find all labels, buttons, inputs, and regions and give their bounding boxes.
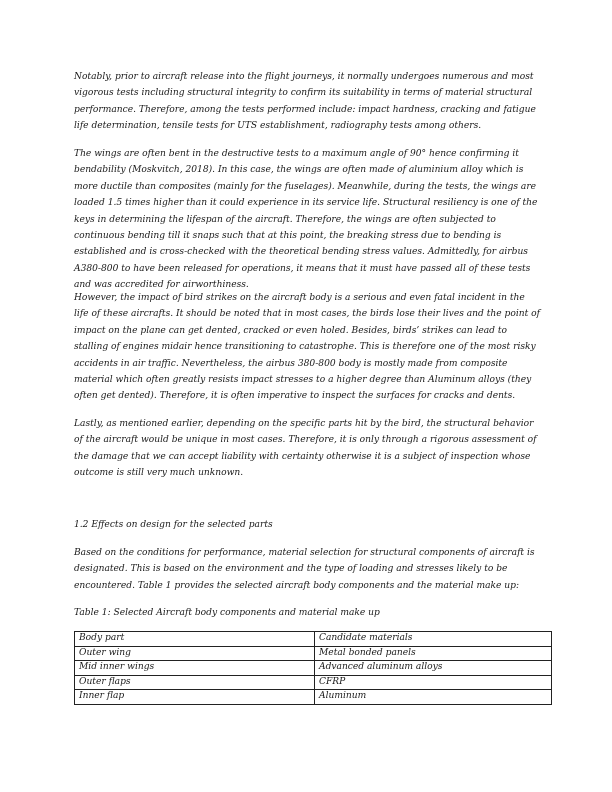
table-header-row [75, 632, 552, 647]
section-paragraph: Based on the conditions for performance, material selection for structural components of aircraft is designated. This is based on the environment and the type of loading and stresses likely to be encountered. Table 1 provides the selected aircraft body components and the material make up: [74, 548, 535, 591]
table-cell: Outer flaps [75, 675, 315, 690]
header-cell-candidate-materials: Candidate materials [315, 632, 552, 647]
table-cell: Mid inner wings [75, 661, 315, 676]
table-cell: Metal bonded panels [315, 646, 552, 661]
header-cell-body-part: Body part [75, 632, 315, 647]
table-row [75, 690, 552, 705]
materials-table [74, 631, 552, 705]
body-paragraph-4: Lastly, as mentioned earlier, depending on the specific parts hit by the bird, the structural behavior of the aircraft would be unique in most cases. Therefore, it is only through a rigorous assessment of the damage that we can accept liability with certainty otherwise it is a subject of inspection whose outcome is still very much unknown. [74, 419, 537, 479]
table-cell: Inner flap [75, 690, 315, 705]
table-row [75, 675, 552, 690]
table-row [75, 646, 552, 661]
section-heading: 1.2 Effects on design for the selected parts [74, 520, 273, 530]
table-cell: Outer wing [75, 646, 315, 661]
body-paragraph-3: However, the impact of bird strikes on the aircraft body is a serious and even fatal incident in the life of these aircrafts. It should be noted that in most cases, the birds lose their lives and the point of impact on the plane can get dented, cracked or even holed. Besides, birds’ strikes can lead to stalling of engines midair hence transitioning to catastrophe. This is therefore one of the most risky accidents in air traffic. Nevertheless, the airbus 380-800 body is mostly made from composite material which often greatly resists impact stresses to a higher degree than Aluminum alloys (they often get dented). Therefore, it is often imperative to inspect the surfaces for cracks and dents. [74, 293, 540, 402]
table-caption: Table 1: Selected Aircraft body components and material make up [74, 608, 380, 618]
body-paragraph-2: The wings are often bent in the destructive tests to a maximum angle of 90° hence confirming it bendability (Moskvitch, 2018). In this case, the wings are often made of aluminium alloy which is more ductile than composites (mainly for the fuselages). Meanwhile, during the tests, the wings are loaded 1.5 times higher than it could experience in its service life. Structural resiliency is one of the keys in determining the lifespan of the aircraft. Therefore, the wings are often subjected to continuous bending till it snaps such that at this point, the breaking stress due to bending is established and is cross-checked with the theoretical bending stress values. Admittedly, for airbus A380-800 to have been released for operations, it means that it must have passed all of these tests and was accredited for airworthiness. [74, 149, 538, 291]
table-cell: CFRP [315, 675, 552, 690]
table-cell: Advanced aluminum alloys [315, 661, 552, 676]
body-paragraph-1: Notably, prior to aircraft release into the flight journeys, it normally undergoes numerous and most vigorous tests including structural integrity to confirm its suitability in terms of material structural performance. Therefore, among the tests performed include: impact hardness, cracking and fatigue life determination, tensile tests for UTS establishment, radiography tests among others. [74, 72, 536, 132]
table-cell: Aluminum [315, 690, 552, 705]
table-row [75, 661, 552, 676]
